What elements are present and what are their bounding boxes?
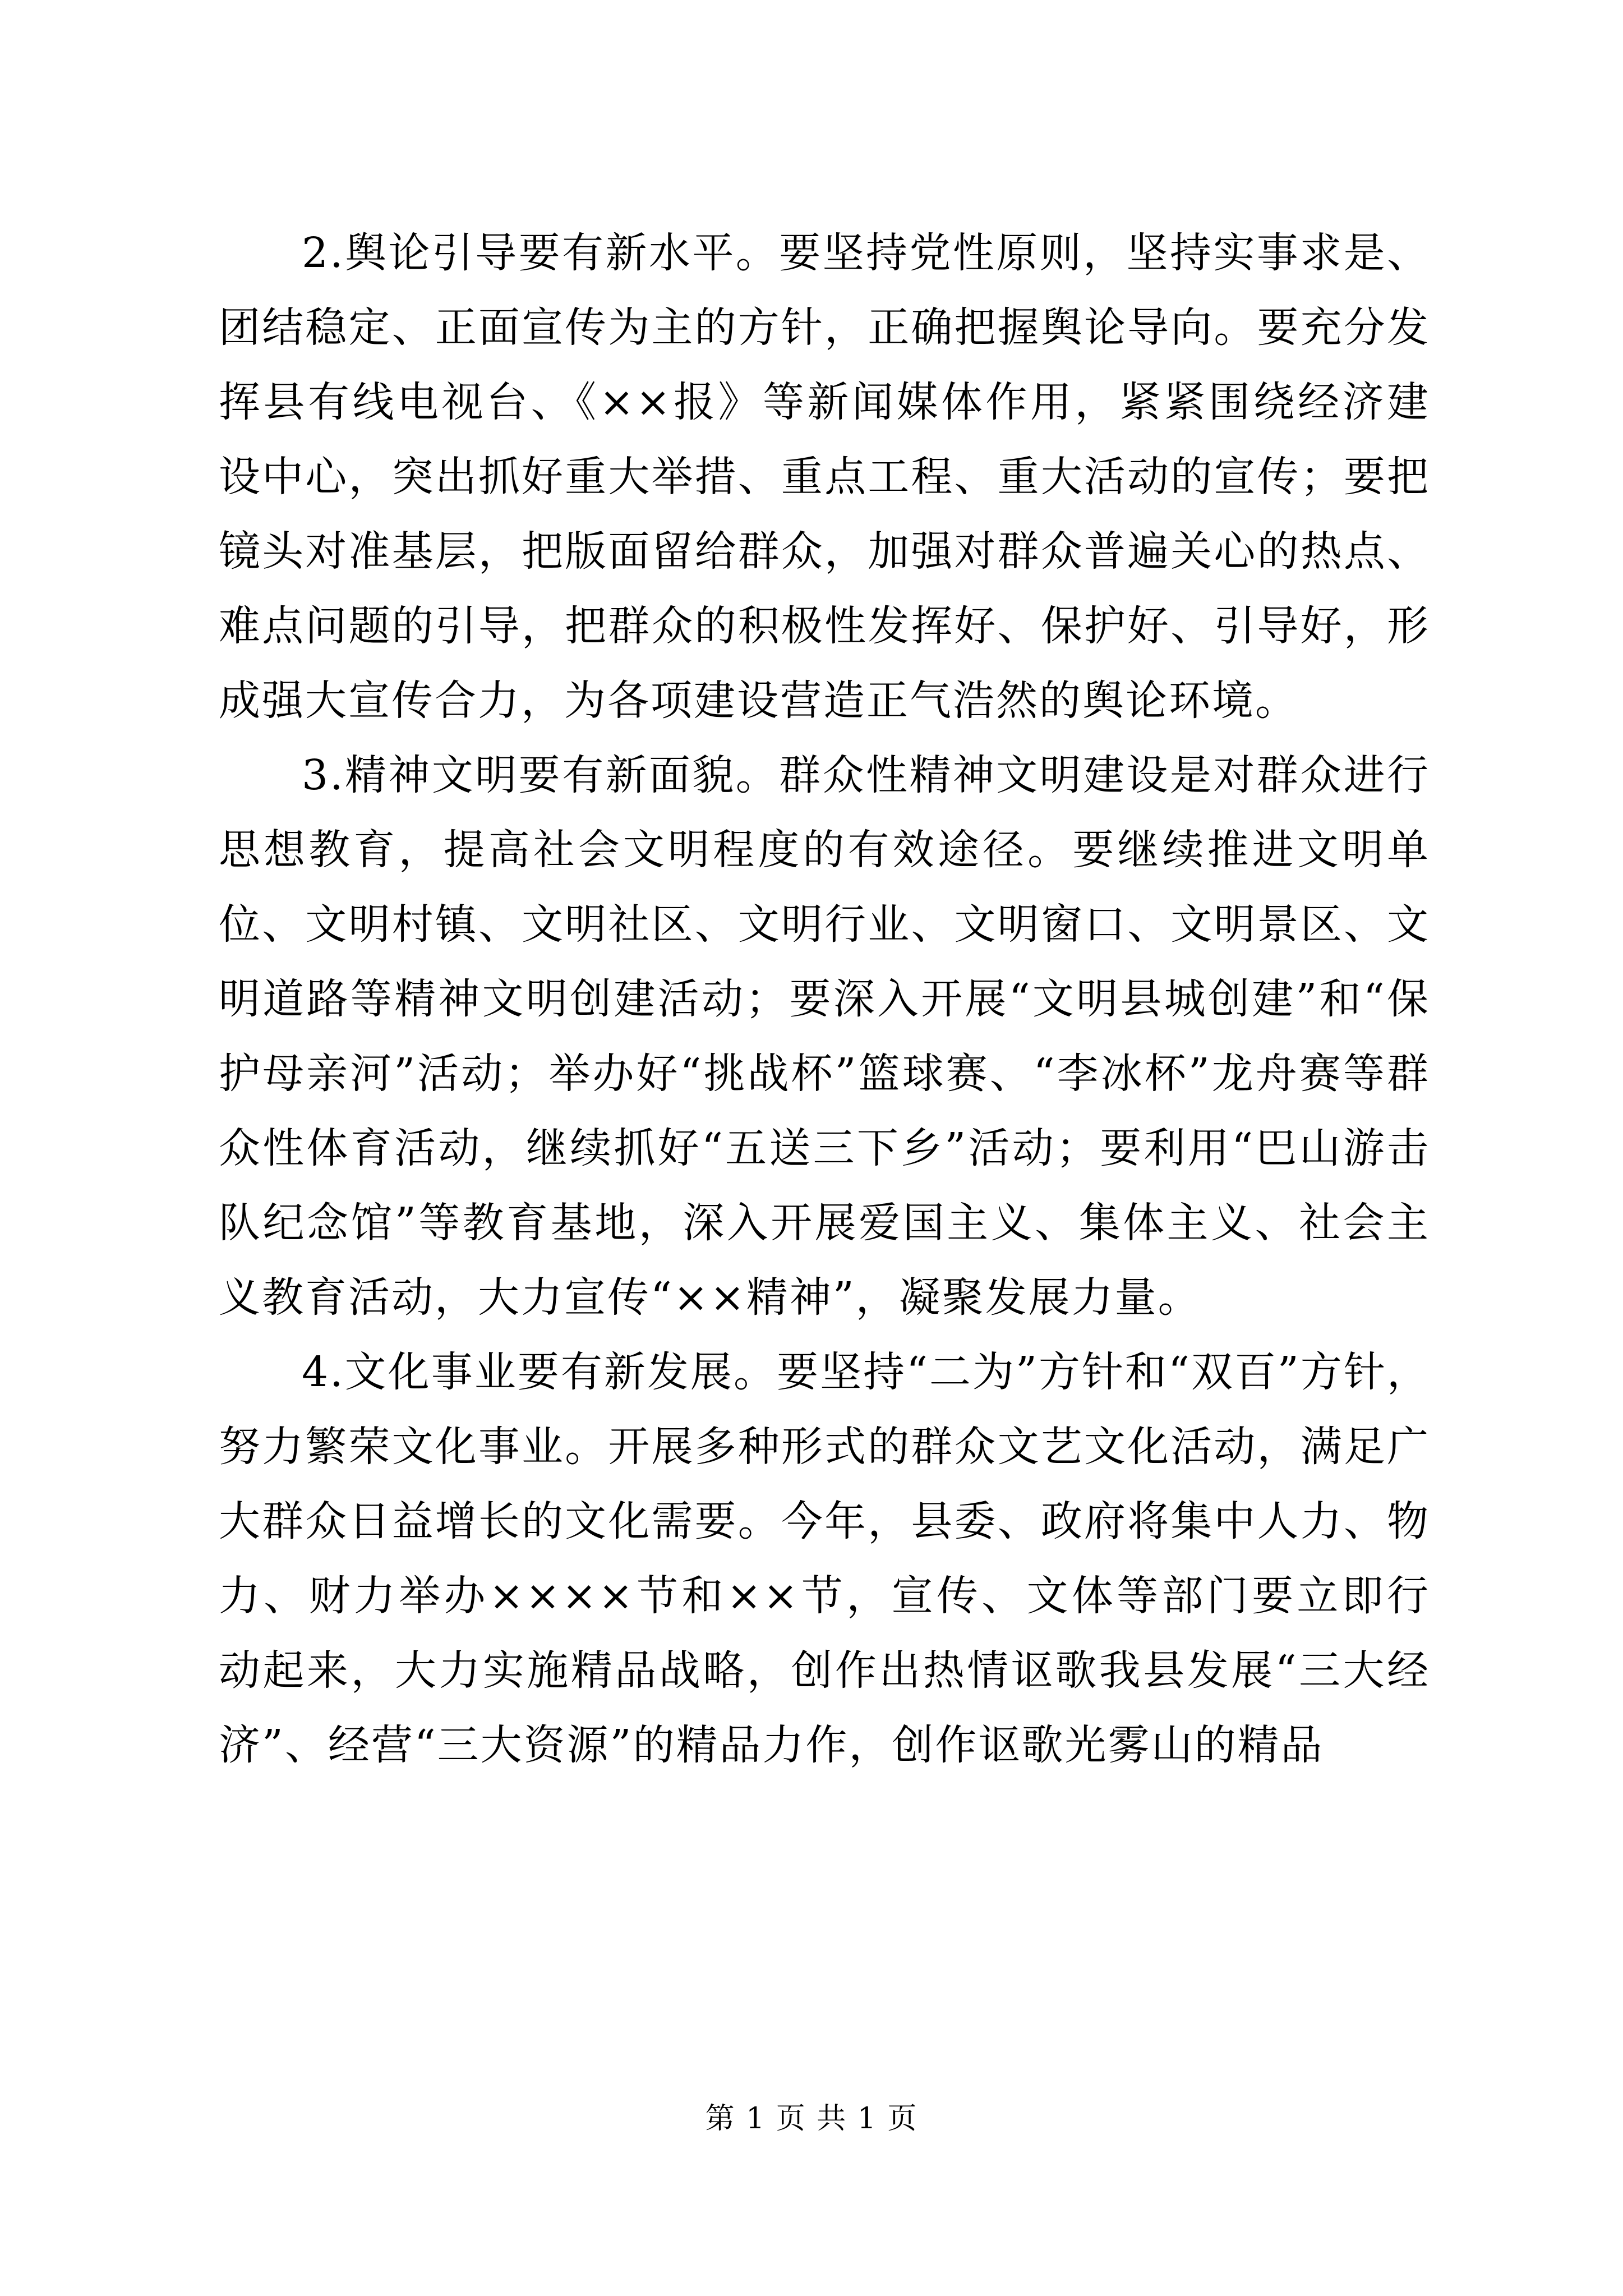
page-footer: 第 1 页 共 1 页 [705, 2102, 918, 2136]
paragraph-public-opinion: 2.舆论引导要有新水平。要坚持党性原则，坚持实事求是、团结稳定、正面宣传为主的方针，正确把握舆论导向。要充分发挥县有线电视台、《××报》等新闻媒体作用，紧紧围绕经济建设中心，突出抓好重大举措、重点工程、重大活动的宣传；要把镜头对准基层，把版面留给群众，加强对群众普遍关心的热点、难点问题的引导，把群众的积极性发挥好、保护好、引导好，形成强大宣传合力，为各项建设营造正气浩然的舆论环境。 [219, 229, 1430, 725]
paragraph-cultural-undertakings: 4.文化事业要有新发展。要坚持“二为”方针和“双百”方针，努力繁荣文化事业。开展多种形式的群众文艺文化活动，满足广大群众日益增长的文化需要。今年，县委、政府将集中人力、物力、财力举办××××节和××节，宣传、文体等部门要立即行动起来，大力实施精品战略，创作出热情讴歌我县发展“三大经济”、经营“三大资源”的精品力作，创作讴歌光雾山的精品 [219, 1348, 1430, 1769]
document-body [219, 216, 1430, 1783]
paragraph-spiritual-civilization: 3.精神文明要有新面貌。群众性精神文明建设是对群众进行思想教育，提高社会文明程度的有效途径。要继续推进文明单位、文明村镇、文明社区、文明行业、文明窗口、文明景区、文明道路等精神文明创建活动；要深入开展“文明县城创建”和“保护母亲河”活动；举办好“挑战杯”篮球赛、“李冰杯”龙舟赛等群众性体育活动，继续抓好“五送三下乡”活动；要利用“巴山游击队纪念馆”等教育基地，深入开展爱国主义、集体主义、社会主义教育活动，大力宣传“××精神”，凝聚发展力量。 [219, 751, 1430, 1322]
